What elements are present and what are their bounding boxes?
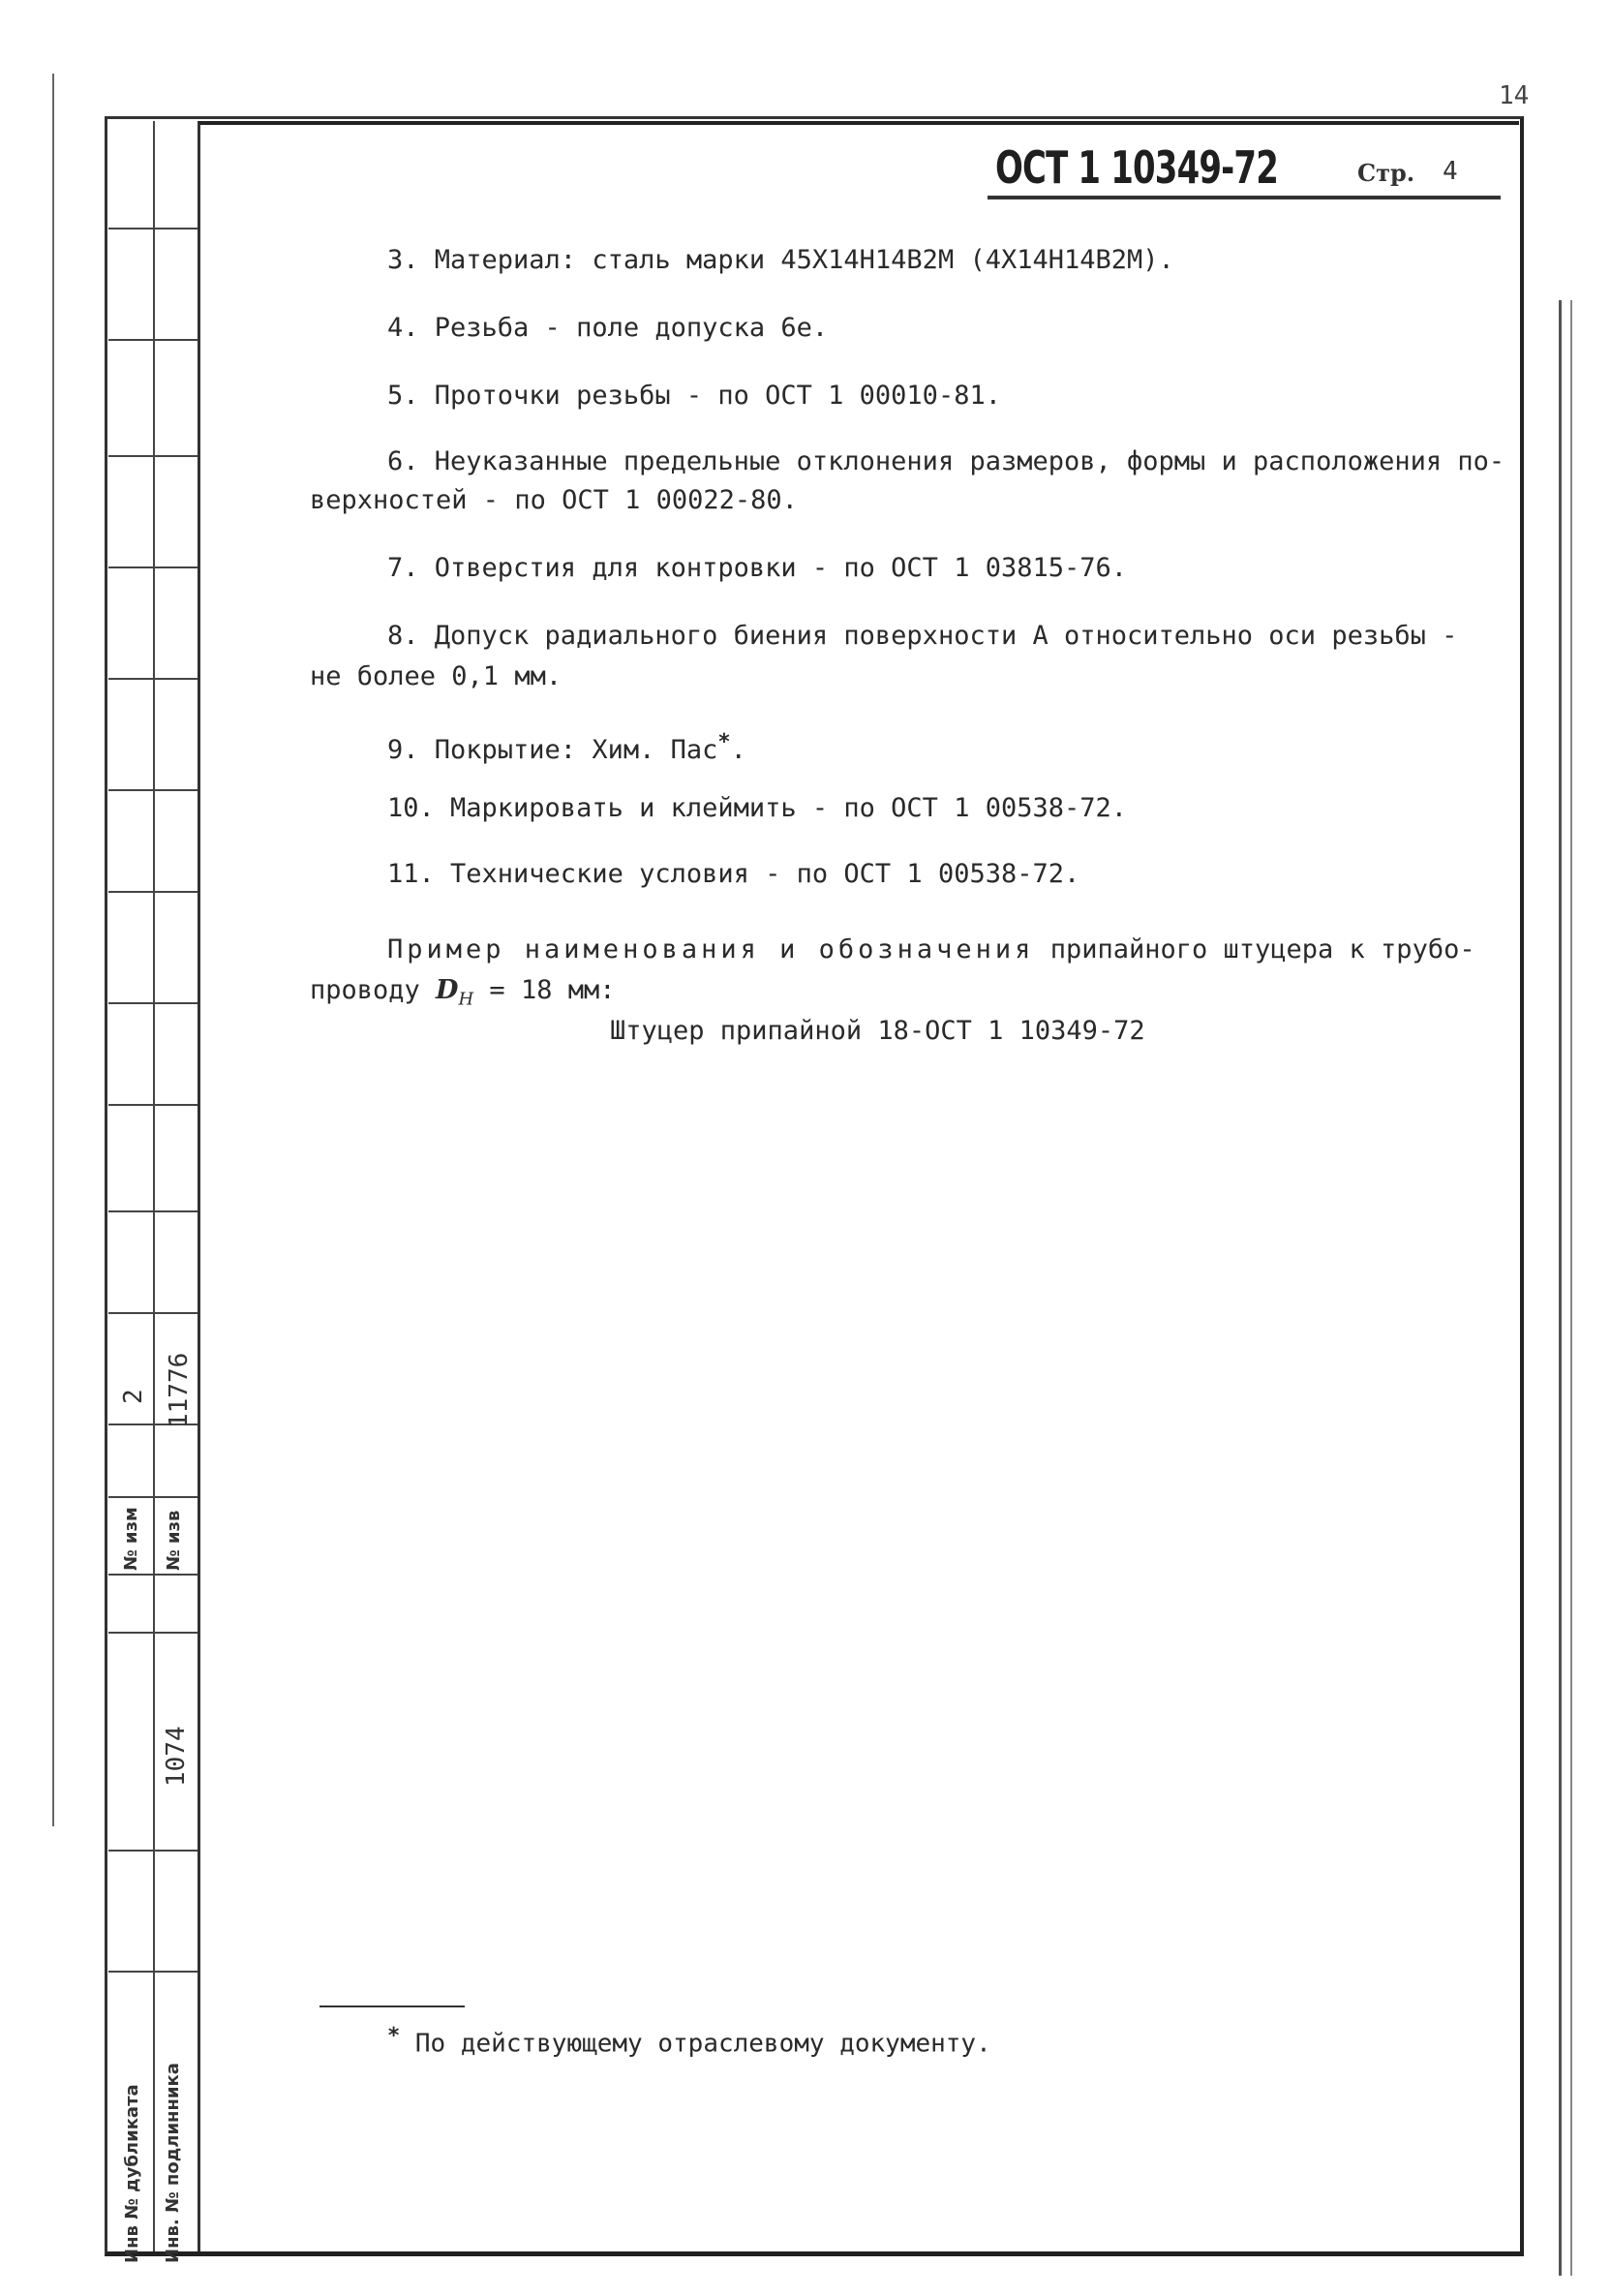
strip-row-line bbox=[108, 1850, 198, 1852]
list-item-continuation: не более 0,1 мм. bbox=[310, 661, 562, 691]
strip-row-line bbox=[108, 1104, 198, 1106]
page-label: Стр. bbox=[1357, 159, 1415, 187]
footnote-marker: * bbox=[717, 730, 731, 754]
inner-frame bbox=[198, 121, 1519, 2251]
page-number: 4 bbox=[1443, 157, 1458, 186]
inventory-original-label: Инв. № подлинника bbox=[163, 2063, 183, 2263]
inventory-duplicate-label: Инв № дубликата bbox=[122, 2084, 142, 2263]
footnote bbox=[387, 2024, 991, 2059]
list-item: 11. Технические условия - по ОСТ 1 00538-72. bbox=[387, 859, 1080, 889]
list-item-continuation: верхностей - по ОСТ 1 00022-80. bbox=[310, 485, 798, 515]
strip-row-line bbox=[108, 1574, 198, 1576]
example-lead: Пример наименования и обозначения bbox=[387, 934, 1035, 964]
example-line-1 bbox=[387, 932, 1475, 968]
strip-row-line bbox=[108, 1496, 198, 1498]
list-item: 4. Резьба - поле допуска 6е. bbox=[387, 313, 829, 343]
right-margin-line-thin bbox=[1570, 300, 1572, 2276]
notice-number-label: № изв bbox=[164, 1510, 184, 1571]
strip-row-line bbox=[108, 678, 198, 680]
list-item: 6. Неуказанные предельные отклонения размеров, формы и расположения по- bbox=[387, 446, 1505, 476]
inventory-original-value: 1074 bbox=[162, 1726, 191, 1787]
list-item: 10. Маркировать и клеймить - по ОСТ 1 00538-72. bbox=[387, 793, 1128, 823]
diameter-symbol: D bbox=[436, 975, 459, 1005]
change-number-value: 2 bbox=[119, 1389, 148, 1404]
notice-number-value: 11776 bbox=[165, 1352, 194, 1428]
list-item-coating bbox=[387, 724, 746, 769]
strip-row-line bbox=[108, 1312, 198, 1314]
strip-col-divider bbox=[153, 121, 155, 2251]
sheet-number: 14 bbox=[1499, 81, 1530, 110]
strip-row-line bbox=[108, 1002, 198, 1004]
list-item: 3. Материал: сталь марки 45Х14Н14В2М (4Х14Н14В2М). bbox=[387, 245, 1174, 275]
document-header bbox=[988, 136, 1501, 199]
left-margin-line bbox=[52, 74, 54, 1826]
list-item: 8. Допуск радиального биения поверхности А относительно оси резьбы - bbox=[387, 621, 1458, 651]
diameter-subscript: Н bbox=[458, 989, 474, 1010]
footnote-text: По действующему отраслевому документу. bbox=[414, 2029, 991, 2059]
footnote-rule bbox=[319, 2005, 465, 2007]
strip-row-line bbox=[108, 1632, 198, 1634]
list-item: 5. Проточки резьбы - по ОСТ 1 00010-81. bbox=[387, 381, 1001, 411]
change-number-label: № изм bbox=[121, 1507, 141, 1571]
coating-text: 9. Покрытие: Хим. Пас bbox=[387, 735, 718, 765]
footnote-marker: * bbox=[387, 2024, 401, 2048]
right-margin-line bbox=[1559, 300, 1562, 2276]
strip-row-line bbox=[108, 789, 198, 791]
example-line-2 bbox=[310, 972, 615, 1018]
strip-row-line bbox=[108, 339, 198, 341]
example-rest: припайного штуцера к трубо- bbox=[1034, 934, 1475, 964]
strip-row-line bbox=[108, 455, 198, 457]
example-line2-suffix: = 18 мм: bbox=[473, 975, 616, 1005]
coating-tail: . bbox=[730, 735, 746, 765]
side-strip bbox=[108, 121, 198, 2263]
strip-row-line bbox=[108, 1210, 198, 1212]
strip-row-line bbox=[108, 1971, 198, 1973]
example-designation: Штуцер припайной 18-ОСТ 1 10349-72 bbox=[610, 1016, 1145, 1046]
strip-row-line bbox=[108, 228, 198, 230]
list-item: 7. Отверстия для контровки - по ОСТ 1 03815-76. bbox=[387, 553, 1128, 583]
strip-row-line bbox=[108, 891, 198, 893]
example-line2-prefix: проводу bbox=[310, 975, 437, 1005]
document-code: ОСТ 1 10349-72 bbox=[995, 141, 1279, 194]
strip-row-line bbox=[108, 566, 198, 568]
